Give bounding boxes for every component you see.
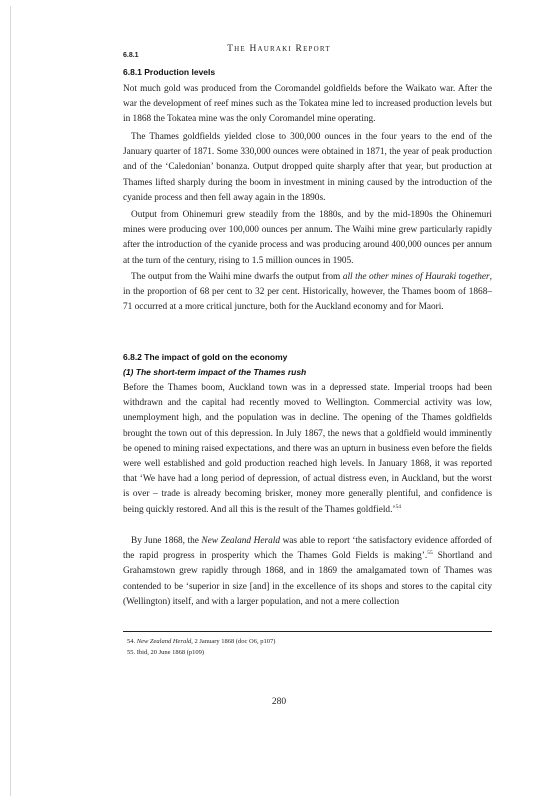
p4-text-b: , in the proportion of 68 per cent to 32 per cent. Historically, however, the Thames boom of 1868–71 occurred at a more critical juncture, both for the Auckland economy and for Maori. bbox=[123, 272, 492, 313]
page-number: 280 bbox=[271, 697, 287, 707]
paragraph-production-4 bbox=[123, 270, 492, 316]
paragraph-production-3: Output from Ohinemuri grew steadily from the 1880s, and by the mid-1890s the Ohinemuri mines were producing over 100,000 ounces per annum. The Waihi mine grew particularly rapidly after the introduction of the cyanide process and was producing around 400,000 ounces per annum at the turn of the century, rising to 1.5 million ounces in 1905. bbox=[123, 210, 492, 266]
footnote-55-number: 55. bbox=[127, 649, 136, 656]
footnote-54 bbox=[123, 636, 492, 647]
footnote-54-number: 54. bbox=[127, 638, 136, 645]
section-heading-production-levels: 6.8.1 Production levels bbox=[123, 67, 216, 77]
footnote-ref-55: 55 bbox=[427, 550, 433, 557]
paragraph-impact-1 bbox=[123, 381, 492, 518]
paragraph-production-1: Not much gold was produced from the Coromandel goldfields before the Waikato war. After the war the development of reef mines such as the Tokatea mine led to increased production levels but in 1868 the Tokatea mine was the only Coromandel mine operating. bbox=[123, 84, 492, 125]
impact-2-text-a: By June 1868, the bbox=[131, 536, 202, 546]
footnote-ref-54: 54 bbox=[395, 503, 401, 510]
p4-text-a: The output from the Waihi mine dwarfs the output from bbox=[131, 272, 343, 282]
running-head: The Hauraki Report bbox=[227, 44, 331, 54]
impact-2-text-c: Shortland and Grahamstown grew rapidly through 1868, and in 1869 the amalgamated town of Thames was contended to be ‘superior in size [and] in the excellence of its shops and stores to the capital city (Wellington) itself, and with a larger population, and not a mere collection bbox=[123, 551, 492, 607]
footnote-54-title: New Zealand Herald bbox=[136, 638, 192, 645]
section-heading-impact-of-gold: 6.8.2 The impact of gold on the economy bbox=[123, 352, 288, 362]
p4-italic: all the other mines of Hauraki together bbox=[342, 272, 490, 282]
footnotes bbox=[123, 636, 492, 658]
footnote-divider bbox=[123, 631, 492, 632]
impact-1-text: Before the Thames boom, Auckland town was in a depressed state. Imperial troops had been withdrawn and the capital had recently moved to Wellington. Commercial activity was low, unemployment high, and the population was in decline. The opening of the Thames goldfields brought the town out of this depression. In July 1867, the news that a goldfield would imminently be opened to mining raised expectations, and there was an upturn in business even before the fields were well established and gold production reached high levels. In January 1868, it was reported that ‘We have had a long period of depression, of actual distress even, in Auckland, but the worst is over – trade is already becoming brisker, money more generally plentiful, and confidence is being quickly restored. And all this is the result of the Thames goldfield.’ bbox=[123, 383, 492, 515]
footnote-55 bbox=[123, 647, 492, 658]
impact-2-italic: New Zealand Herald bbox=[201, 536, 280, 546]
running-section-number: 6.8.1 bbox=[123, 52, 139, 59]
paragraph-impact-2 bbox=[123, 534, 492, 610]
paragraph-production-2: The Thames goldfields yielded close to 300,000 ounces in the four years to the end of the January quarter of 1871. Some 330,000 ounces were obtained in 1871, the year of peak production and of the ‘Caledonian’ bonanza. Output dropped quite sharply after that year, but production at Thames lifted sharply during the boom in investment in mining caused by the introduction of the cyanide process and then fell away again in the 1890s. bbox=[123, 132, 492, 203]
impact-2-text-b: was able to report ‘the satisfactory evidence afforded of the rapid progress in prosperity which the Thames Gold Fields is making’. bbox=[123, 536, 492, 562]
footnote-55-citation: Ibid, 20 June 1868 (p109) bbox=[136, 649, 205, 656]
subsection-heading-short-term-impact: (1) The short-term impact of the Thames rush bbox=[123, 367, 307, 377]
footnote-54-citation: , 2 January 1868 (doc O6, p107) bbox=[191, 638, 276, 645]
